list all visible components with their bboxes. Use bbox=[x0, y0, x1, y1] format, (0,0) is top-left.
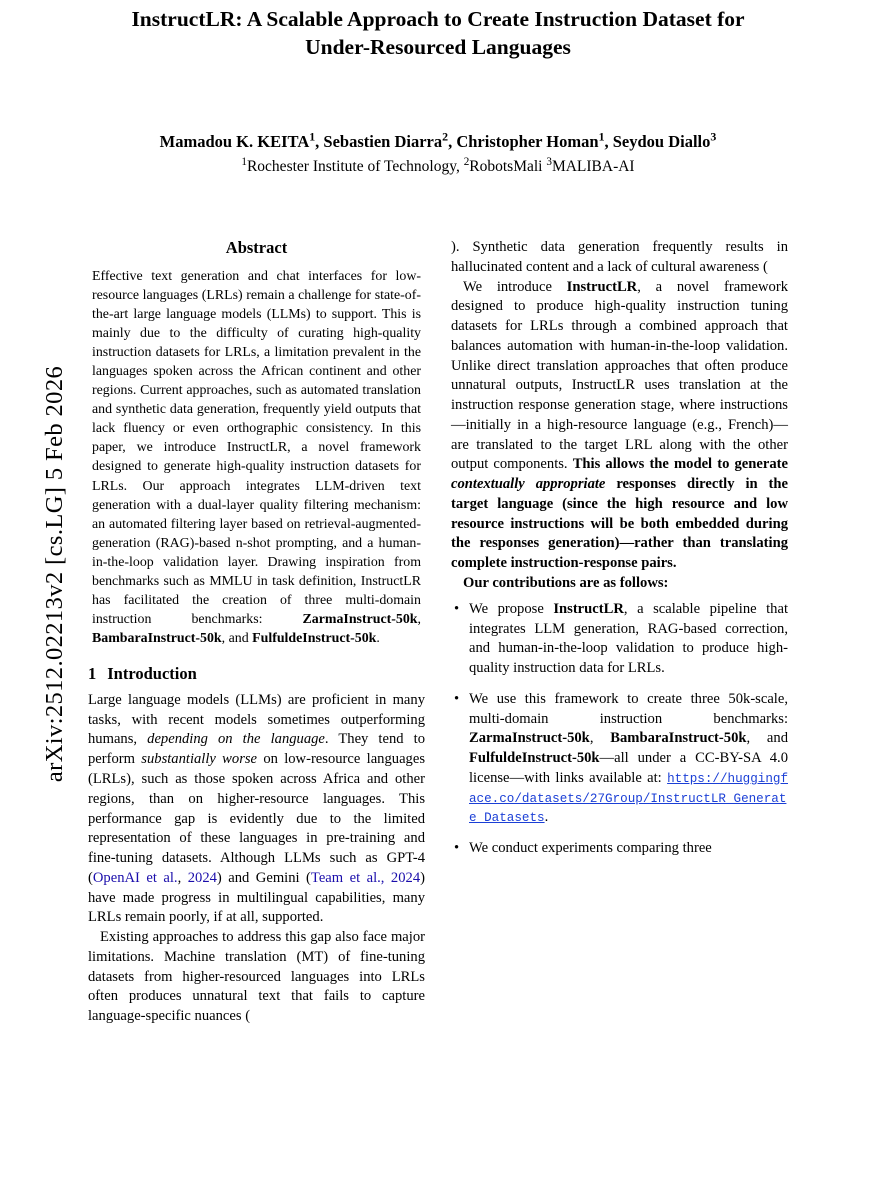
paper-header bbox=[88, 0, 788, 178]
contribution-2-bench-2: BambaraInstruct-50k bbox=[610, 730, 747, 747]
author-3-affil-marker: 1 bbox=[598, 129, 605, 144]
contribution-3-text: We conduct experiments comparing three bbox=[469, 840, 712, 857]
contribution-2-sep-1: , bbox=[589, 730, 611, 747]
left-column bbox=[88, 238, 425, 1027]
intro-p3-text-a: We introduce bbox=[463, 278, 567, 295]
section-heading-introduction bbox=[88, 664, 425, 684]
author-2: , Sebastien Diarra bbox=[315, 132, 443, 152]
abstract-text-1: Effective text generation and chat interfaces for low-resource languages (LRLs) remain a challenge for state-of-the-art large language models (LLMs) to support. This is mainly due to the difficulty of curating high-quality instruction datasets for LRLs, a limitation prevalent in the languages spoken across the African continent and other regions. Current approaches, such as automated translation and synthetic data generation, frequently yield outputs that lack fluency or even orthographic consistency. In this paper, we introduce InstructLR, a novel framework designed to generate high-quality instruction datasets for LRLs. Our approach integrates LLM-driven text generation with a dual-layer quality filtering mechanism: an automated filtering layer based on retrieval-augmented-generation (RAG)-based n-shot prompting, and a human-in-the-loop validation layer. Drawing inspiration from benchmarks such as MMLU in task definition, InstructLR has facilitated the creation of three multi-domain instruction benchmarks: bbox=[92, 269, 421, 627]
intro-p2-text-a: Existing approaches to address this gap also face major limitations. Machine translation (MT) of fine-tuning datasets from higher-resourced languages into LRLs often produces unnatural text that fails to capture language-specific nuances ( bbox=[88, 929, 425, 1025]
affil-2-marker: 2 bbox=[463, 156, 470, 169]
benchmark-name-fulfulde: FulfuldeInstruct-50k bbox=[252, 630, 377, 646]
contribution-2-text-c: —all under a CC-BY-SA 4.0 license—with links available at: bbox=[469, 750, 788, 786]
contributions-lead-text: Our contributions are as follows: bbox=[463, 575, 669, 592]
intro-paragraph-2-cont bbox=[451, 238, 788, 278]
contribution-2-text-a: We use this framework to create three 50k-scale, multi-domain instruction benchmarks: bbox=[469, 690, 788, 727]
benchmark-name-zarma: ZarmaInstruct-50k bbox=[302, 611, 418, 627]
section-number: 1 bbox=[88, 663, 97, 683]
intro-p1-text-e: ) and Gemini ( bbox=[216, 869, 311, 886]
right-column bbox=[451, 238, 788, 1027]
citation-openai[interactable]: OpenAI et al. bbox=[92, 869, 178, 886]
author-4: , Seydou Diallo bbox=[604, 132, 711, 152]
contribution-2-bench-1: ZarmaInstruct-50k bbox=[469, 730, 590, 747]
framework-name: InstructLR bbox=[566, 278, 638, 295]
arxiv-identifier-stamp: arXiv:2512.02213v2 [cs.LG] 5 Feb 2026 bbox=[41, 365, 68, 783]
abstract-paragraph bbox=[88, 267, 425, 648]
affil-1: Rochester Institute of Technology, bbox=[246, 158, 464, 176]
intro-p3-bold-1: This allows the model to generate bbox=[572, 456, 788, 473]
abstract-section bbox=[88, 238, 425, 648]
contribution-1-text-c: , a scalable pipeline that integrates LLM generation, RAG-based correction, and human-in-the-loop validation to produce high-quality instruction data for LRLs. bbox=[469, 600, 788, 677]
intro-p3-bold-2: responses directly in the target language (since the high resource and low resource instructions will be both embedded during the responses generation)—rather than translating complete instruction-response pairs. bbox=[451, 476, 788, 572]
affiliation-list bbox=[88, 157, 788, 178]
author-3: , Christopher Homan bbox=[448, 132, 599, 152]
intro-p1-text-a: Large language models (LLMs) are proficient in many tasks, with recent models sometimes outperforming humans, bbox=[88, 691, 425, 748]
author-2-affil-marker: 2 bbox=[442, 129, 449, 144]
abstract-text-end: . bbox=[376, 630, 380, 646]
abstract-heading: Abstract bbox=[225, 238, 288, 257]
abstract-sep-1: , bbox=[417, 611, 421, 627]
author-1: Mamadou K. KEITA bbox=[159, 132, 310, 152]
intro-paragraph-3 bbox=[451, 278, 788, 574]
contribution-2-text-d: . bbox=[544, 809, 549, 826]
citation-openai-year[interactable]: 2024 bbox=[187, 869, 217, 886]
intro-p1-italic-1: depending on the language bbox=[147, 731, 325, 748]
benchmark-name-bambara: BambaraInstruct-50k bbox=[92, 630, 222, 646]
section-title: Introduction bbox=[107, 663, 197, 683]
list-item bbox=[467, 600, 788, 679]
citation-team[interactable]: Team et al., 2024 bbox=[310, 869, 421, 886]
affil-3-marker: 3 bbox=[546, 156, 552, 169]
list-item bbox=[467, 839, 788, 859]
contributions-lead-in bbox=[451, 574, 788, 594]
affil-3: MALIBA-AI bbox=[551, 158, 635, 176]
page-title: InstructLR: A Scalable Approach to Create Instruction Dataset for Under-Resourced Languages bbox=[131, 7, 745, 59]
intro-p2-continued: ). Synthetic data generation frequently results in hallucinated content and a lack of cultural awareness ( bbox=[451, 239, 788, 275]
contribution-1-framework: InstructLR bbox=[553, 600, 624, 617]
intro-paragraph-2-start bbox=[88, 928, 425, 1027]
intro-p1-text-b: . They tend to perform bbox=[88, 731, 425, 768]
intro-p1-italic-2: substantially worse bbox=[141, 751, 258, 768]
intro-p1-text-f: ) have made progress in multilingual capabilities, many LRLs remain poorly, if at all, supported. bbox=[88, 869, 425, 926]
contributions-list bbox=[451, 600, 788, 859]
affil-1-marker: 1 bbox=[241, 156, 247, 169]
intro-paragraph-1 bbox=[88, 691, 425, 928]
author-list bbox=[88, 131, 788, 153]
two-column-body bbox=[88, 238, 788, 1027]
intro-p3-text-b: , a novel framework designed to produce high-quality instruction tuning datasets for LRLs through a combined approach that balances automation with human-in-the-loop validation. Unlike direct translation approaches that often produce unnatural outputs, InstructLR uses translation at the instruction response generation stage, where instructions—initially in a high-resource language (e.g., French)—are translated to the target LRL along with the other output components. bbox=[451, 278, 788, 473]
intro-p3-bolditalic: contextually appropriate bbox=[451, 476, 606, 493]
affil-2: RobotsMali bbox=[469, 158, 547, 176]
intro-p1-text-d: , bbox=[177, 869, 188, 886]
list-item bbox=[467, 690, 788, 828]
contribution-2-sep-2: , and bbox=[746, 730, 789, 747]
dataset-link[interactable]: https://huggingface.co/datasets/27Group/InstructLR_Generate_Datasets bbox=[469, 771, 788, 826]
contribution-1-text-a: We propose bbox=[469, 600, 554, 617]
author-1-affil-marker: 1 bbox=[309, 129, 316, 144]
author-4-affil-marker: 3 bbox=[710, 129, 717, 144]
contribution-2-bench-3: FulfuldeInstruct-50k bbox=[469, 750, 600, 767]
intro-p1-text-c: on low-resource languages (LRLs), such as those spoken across Africa and other regions, than on higher-resource languages. This performance gap is evidently due to the limited representation of these languages in pre-training and fine-tuning datasets. Although LLMs such as GPT-4 ( bbox=[88, 751, 426, 886]
abstract-sep-2: , and bbox=[221, 630, 253, 646]
